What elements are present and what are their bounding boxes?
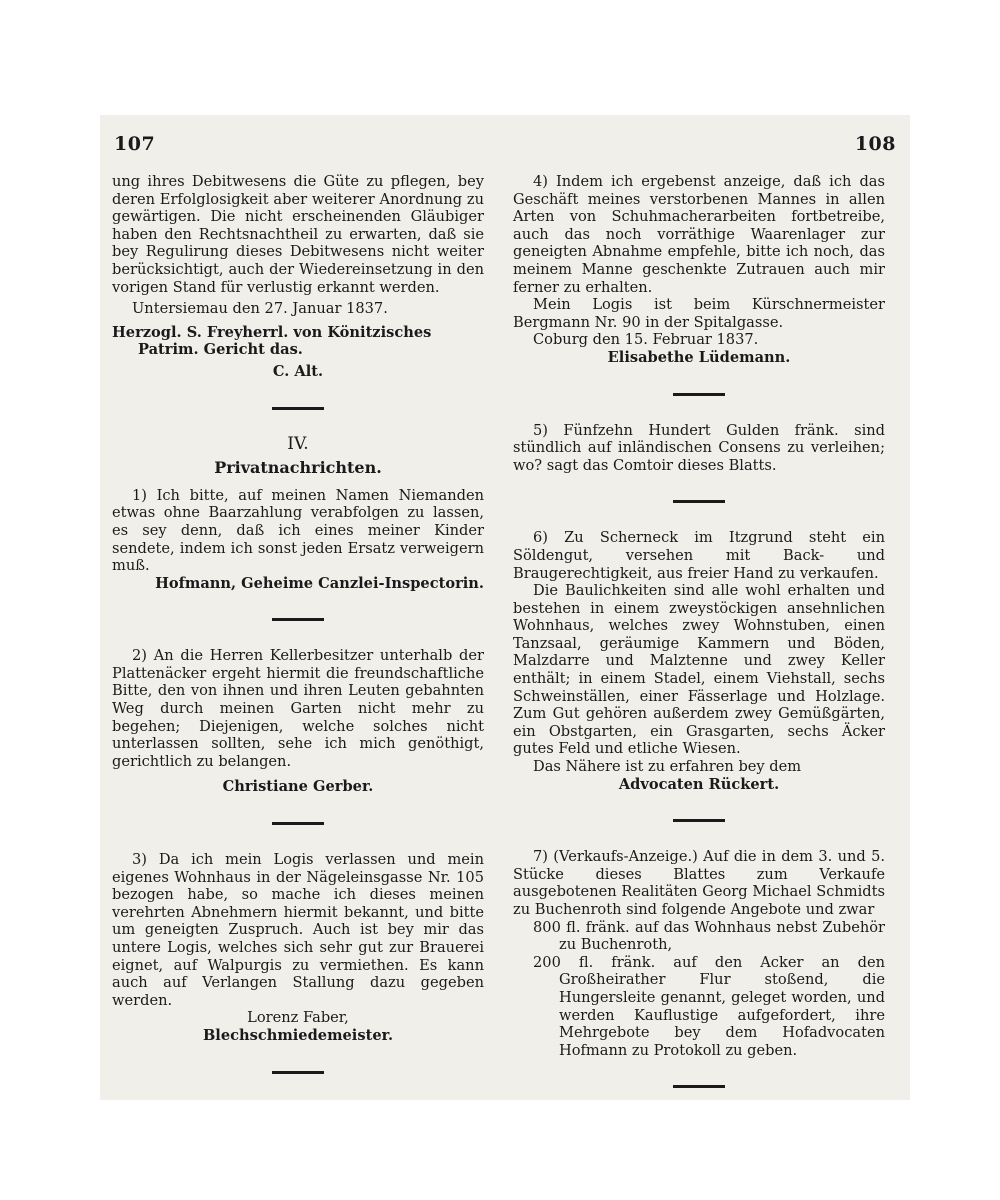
page-number-right: 108 bbox=[854, 133, 896, 155]
notice-7-offer-2: 200 fl. fränk. auf den Acker an den Großheirather Flur stoßend, die Hungersleite genannt, geleget worden, und werden Kauflustige aufgefordert, ihre Mehrgebote bey dem Hofadvocaten Hofmann zu Protokoll zu geben. bbox=[533, 953, 885, 1059]
notice-6-signature: Advocaten Rückert. bbox=[618, 775, 780, 793]
notice-3-signature-title: Blechschmiedemeister. bbox=[202, 1026, 394, 1044]
page-number-left: 107 bbox=[114, 133, 156, 155]
court-name: Herzogl. S. Freyherrl. von Könitzisches Patrim. Gericht das. bbox=[112, 323, 432, 359]
notice-7-offer-1: 800 fl. fränk. auf das Wohnhaus nebst Zubehör zu Buchenroth, bbox=[533, 918, 885, 954]
court-signature: C. Alt. bbox=[272, 362, 324, 380]
notice-1-signature: Hofmann, Geheime Canzlei-Inspectorin. bbox=[155, 574, 484, 592]
right-column bbox=[513, 173, 885, 1114]
notice-6-text: 6) Zu Scherneck im Itzgrund steht ein Söldengut, versehen mit Back- und Braugerechtigkeit, aus freier Hand zu verkaufen. bbox=[513, 529, 885, 582]
notice-2-signature: Christiane Gerber. bbox=[222, 778, 374, 796]
divider bbox=[272, 822, 324, 825]
notice-4-date: Coburg den 15. Februar 1837. bbox=[533, 331, 759, 349]
notice-7-text: 7) (Verkaufs-Anzeige.) Auf die in dem 3. und 5. Stücke dieses Blattes zum Verkaufe ausgebotenen Realitäten Georg Michael Schmidts zu Buchenroth sind folgende Angebote und zwar bbox=[513, 848, 885, 918]
notice-5-text: 5) Fünfzehn Hundert Gulden fränk. sind stündlich auf inländischen Consens zu verleihen; wo? sagt das Comtoir dieses Blatts. bbox=[513, 421, 885, 474]
notice-4-text: 4) Indem ich ergebenst anzeige, daß ich das Geschäft meines verstorbenen Mannes in allen Arten von Schuhmacherarbeiten fortbetreibe, auch das noch vorräthige Waarenlager zur geneigten Abnahme empfehle, bitte ich noch, das meinem Manne geschenkte Zutrauen auch mir ferner zu erhalten. bbox=[513, 173, 885, 296]
left-column bbox=[112, 173, 484, 1100]
notice-date: Untersiemau den 27. Januar 1837. bbox=[132, 300, 388, 318]
notice-6-description: Die Baulichkeiten sind alle wohl erhalten und bestehen in einem zweystöckigen ansehnlichen Wohnhaus, welches zwey Wohnstuben, einen Tanzsaal, geräumige Kammern und Böden, Malzdarre und Malztenne und zwey Keller enthält; in einem Stadel, einem Viehstall, sechs Schweinställen, einer Fässerlage und Holzlage. Zum Gut gehören außerdem zwey Gemüßgärten, ein Obstgarten, ein Grasgarten, sechs Äcker gutes Feld und etliche Wiesen. bbox=[513, 582, 885, 758]
divider bbox=[673, 500, 725, 503]
notice-1-text: 1) Ich bitte, auf meinen Namen Niemanden etwas ohne Baarzahlung verabfolgen zu lassen, es sey denn, daß ich eines meiner Kinder sendete, indem ich sonst jeden Ersatz verweigern muß. bbox=[112, 486, 484, 575]
divider bbox=[673, 393, 725, 396]
notice-6-inquiry: Das Nähere ist zu erfahren bey dem bbox=[533, 758, 802, 776]
section-number: IV. bbox=[287, 433, 309, 454]
section-title: Privatnachrichten. bbox=[214, 458, 382, 478]
notice-3-signature-name: Lorenz Faber, bbox=[247, 1009, 349, 1027]
notice-4-signature: Elisabethe Lüdemann. bbox=[607, 348, 791, 366]
newspaper-page bbox=[100, 115, 910, 1100]
notice-3-text: 3) Da ich mein Logis verlassen und mein eigenes Wohnhaus in der Nägeleinsgasse Nr. 105 bezogen habe, so mache ich dieses meinen verehrten Abnehmern hiermit bekannt, und bitte um geneigten Zuspruch. Auch ist bey mir das untere Logis, welches sich sehr gut zur Brauerei eignet, auf Walpurgis zu vermiethen. Es kann auch auf Verlangen Stallung dazu gegeben werden. bbox=[112, 851, 484, 1009]
notice-2-text: 2) An die Herren Kellerbesitzer unterhalb der Plattenäcker ergeht hiermit die freundschaftliche Bitte, den von ihnen und ihren Leuten gebahnten Weg durch meinen Garten nicht mehr zu begehen; Diejenigen, welche solches nicht unterlassen sollten, sehe ich mich genöthigt, gerichtlich zu belangen. bbox=[112, 647, 484, 770]
divider bbox=[673, 819, 725, 822]
divider bbox=[673, 1085, 725, 1088]
divider bbox=[272, 1071, 324, 1074]
notice-4-address: Mein Logis ist beim Kürschnermeister Bergmann Nr. 90 in der Spitalgasse. bbox=[513, 296, 885, 331]
divider bbox=[272, 618, 324, 621]
divider bbox=[272, 407, 324, 410]
debt-notice-text: ung ihres Debitwesens die Güte zu pflegen, bey deren Erfolglosigkeit aber weiterer Anordnung zu gewärtigen. Die nicht erscheinenden Gläubiger haben den Rechtsnachtheil zu erwarten, daß sie bey Regulirung dieses Debitwesens nicht weiter berücksichtigt, auch der Wiedereinsetzung in den vorigen Stand für verlustig erkannt werden. bbox=[112, 173, 484, 296]
